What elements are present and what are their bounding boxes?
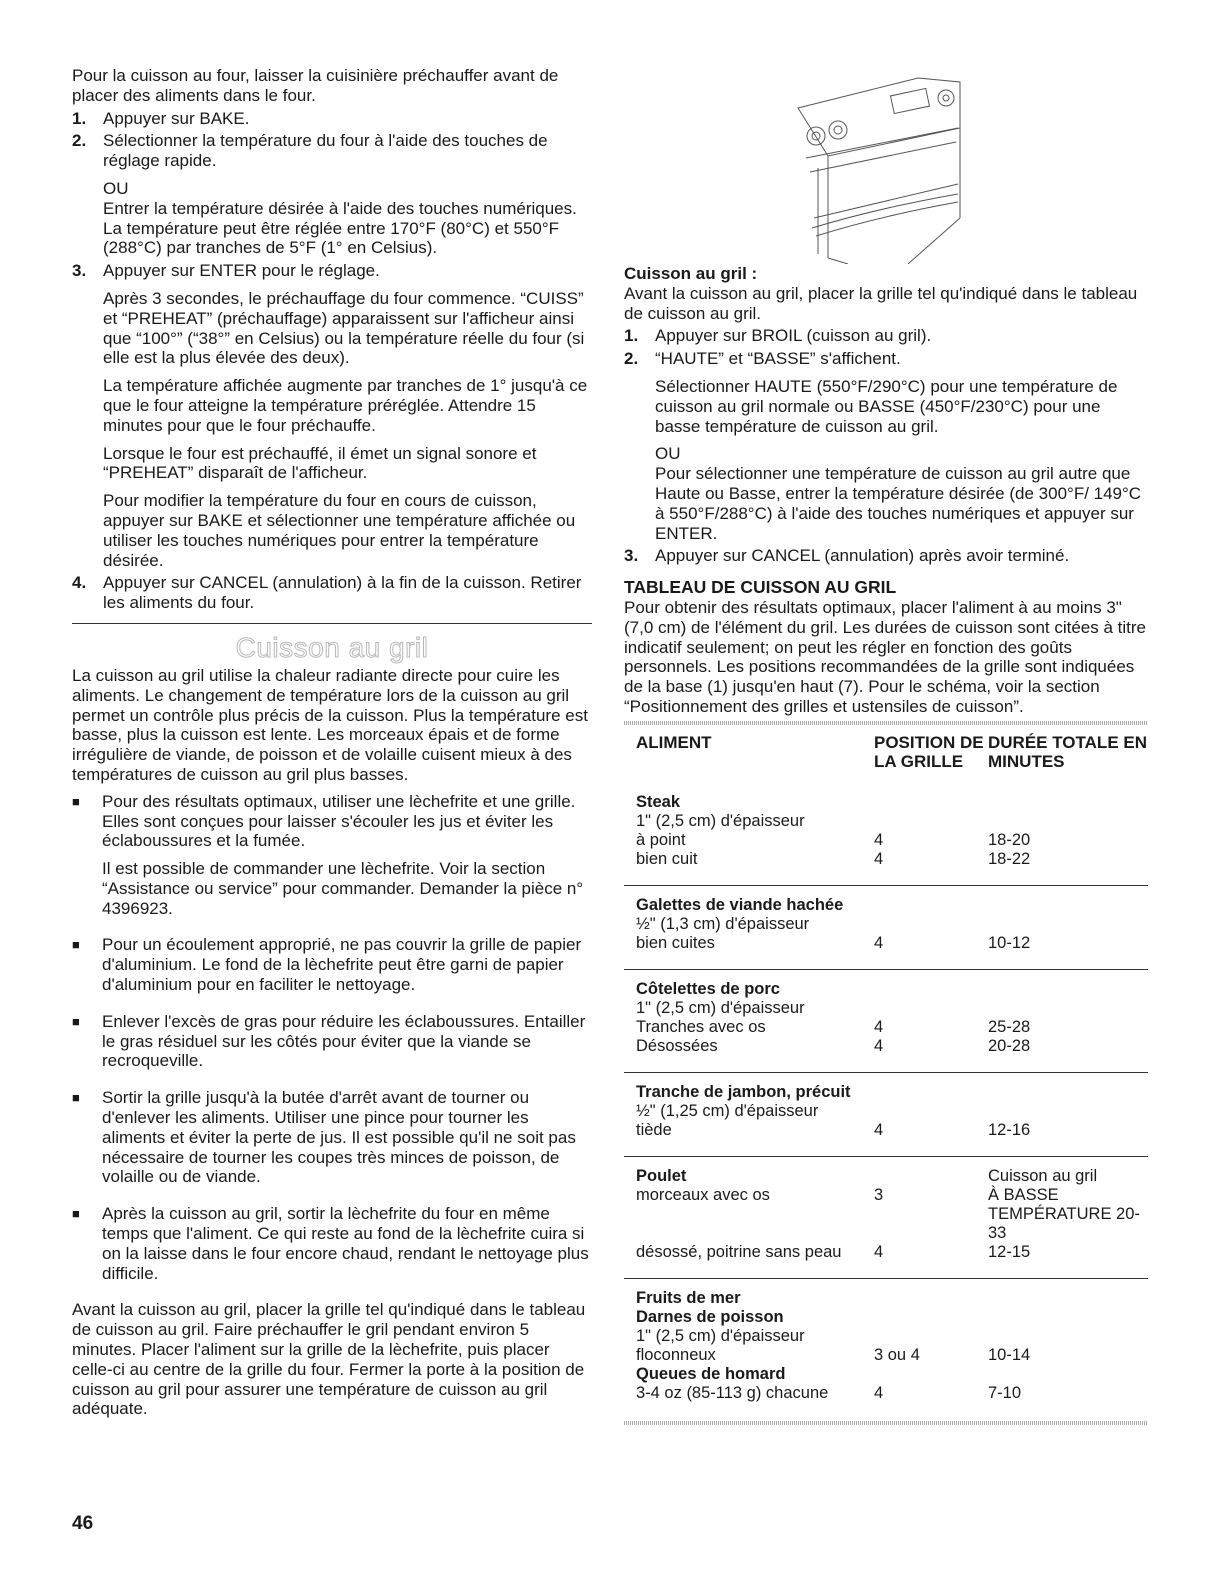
table-row — [624, 1121, 1148, 1157]
step-item — [624, 546, 1148, 566]
table-row — [624, 1278, 1148, 1308]
cook-time-cell — [988, 1072, 1148, 1102]
broil-intro: La cuisson au gril utilise la chaleur radiante directe pour cuire les aliments. Le changement de température lors de la cuisson au gril permet un contrôle plus précis de la cuisson. Plus la température est basse, plus la cuisson est lente. Les morceaux épais et de forme irrégulière de viande, de poisson et de volaille cuisent mieux à des températures de cuisson au gril plus basses. — [72, 665, 588, 784]
broil-tips-list — [72, 792, 592, 1292]
step-text — [103, 573, 592, 613]
table-row — [624, 1308, 1148, 1327]
step-paragraph: La température affichée augmente par tranches de 1° jusqu'à ce que le four atteigne la température préréglée. Attendre 15 minutes pour que le four préchauffe. — [103, 376, 588, 435]
section-divider — [72, 623, 592, 624]
table-row — [624, 812, 1148, 831]
cook-time-cell: 18-20 — [988, 830, 1031, 849]
table-row — [624, 1156, 1148, 1186]
food-cell: 1" (2,5 cm) d'épaisseur — [636, 811, 805, 830]
rack-position-cell — [874, 1156, 988, 1186]
tip-paragraph: Il est possible de commander une lèchefrite. Voir la section “Assistance ou service” pour commander. Demander la pièce n° 4396923. — [102, 859, 584, 918]
cook-time-cell — [988, 999, 1148, 1018]
col-header-food: ALIMENT — [636, 732, 712, 752]
left-column — [72, 66, 592, 1419]
rack-position-cell — [874, 1365, 988, 1384]
step-paragraph: Après 3 secondes, le préchauffage du four commence. “CUISS” et “PREHEAT” (préchauffage) apparaissent sur l'afficheur ainsi que “100°” (“38°” en Celsius) ou la température réelle du four (si elle est la plus élevée des deux). — [103, 288, 585, 368]
table-row — [624, 1384, 1148, 1421]
step-text — [655, 326, 1148, 346]
food-cell: bien cuit — [624, 850, 874, 886]
step-paragraph: Appuyer sur BROIL (cuisson au gril). — [655, 326, 932, 346]
rack-position-cell — [874, 915, 988, 934]
bullet-mark: ■ — [72, 937, 80, 953]
step-text — [655, 349, 1148, 543]
food-cell: 1" (2,5 cm) d'épaisseur — [636, 1326, 805, 1345]
step-number: 2. — [72, 131, 87, 151]
table-intro: Pour obtenir des résultats optimaux, placer l'aliment à au moins 3" (7,0 cm) de l'élément du gril. Les durées de cuisson sont citées à titre indicatif seulement; on peut les régler en fonction des goûts personnels. Les positions recommandées de la grille sont indiquées de la base (1) jusqu'en haut (7). Pour le schéma, voir la section “Positionnement des grilles et ustensiles de cuisson”. — [624, 597, 1147, 716]
tip-item — [72, 935, 592, 1002]
step-item — [72, 573, 592, 613]
table-row — [624, 850, 1148, 886]
food-cell: ½" (1,25 cm) d'épaisseur — [636, 1101, 819, 1120]
step-paragraph: Sélectionner HAUTE (550°F/290°C) pour une température de cuisson au gril normale ou BASSE (450°F/230°C) pour une basse température de cuisson au gril. — [655, 376, 1118, 436]
rack-position-cell — [874, 783, 988, 812]
step-item — [624, 326, 1148, 346]
cook-time-cell — [988, 1327, 1148, 1346]
food-cell: bien cuites — [624, 934, 874, 970]
cook-time-cell — [988, 969, 1148, 999]
cook-time-cell — [988, 1365, 1148, 1384]
rack-position-cell — [874, 999, 988, 1018]
bullet-mark: ■ — [72, 1206, 80, 1222]
table-row — [624, 1037, 1148, 1073]
bake-intro: Pour la cuisson au four, laisser la cuisinière préchauffer avant de placer des aliments dans le four. — [72, 66, 559, 105]
cook-time-cell: 7-10 — [988, 1383, 1022, 1402]
bullet-mark: ■ — [72, 1090, 80, 1106]
step-number: 3. — [624, 546, 639, 566]
food-cell: Queues de homard — [636, 1364, 786, 1383]
rack-position-cell: 4 — [874, 1121, 988, 1157]
tip-item — [72, 1012, 592, 1079]
table-row — [624, 1243, 1148, 1279]
col-header-total-time: DURÉE TOTALE EN MINUTES — [988, 732, 1147, 771]
cook-time-cell: 12-16 — [988, 1121, 1148, 1157]
step-paragraph: “HAUTE” et “BASSE” s'affichent. — [655, 349, 901, 369]
table-row — [624, 1018, 1148, 1037]
food-cell: ½" (1,3 cm) d'épaisseur — [636, 914, 810, 933]
tip-paragraph: Après la cuisson au gril, sortir la lèchefrite du four en même temps que l'aliment. Ce qui reste au fond de la lèchefrite cuira si on la laisse dans le four encore chaud, rendant le nettoyage plus difficile. — [102, 1204, 589, 1283]
step-number: 1. — [624, 326, 639, 346]
tip-paragraph: Pour un écoulement approprié, ne pas couvrir la grille de papier d'aluminium. Le fond de la lèchefrite peut être garni de papier d'aluminium pour en faciliter le nettoyage. — [102, 935, 582, 995]
rack-position-cell — [874, 1102, 988, 1121]
rack-position-cell: 4 — [874, 1037, 988, 1073]
food-cell: 3-4 oz (85-113 g) chacune — [636, 1383, 829, 1402]
step-paragraph: OU — [655, 444, 681, 464]
table-row — [624, 783, 1148, 812]
food-cell: Darnes de poisson — [636, 1307, 784, 1326]
rack-position-cell — [874, 1278, 988, 1308]
oven-illustration — [788, 68, 968, 264]
table-bottom-rule — [624, 1421, 1148, 1425]
step-paragraph: Appuyer sur BAKE. — [103, 108, 250, 128]
broil-heading: Cuisson au gril : — [624, 264, 758, 283]
food-cell: Tranche de jambon, précuit — [636, 1082, 851, 1101]
table-title: TABLEAU DE CUISSON AU GRIL — [624, 577, 897, 598]
bullet-mark: ■ — [72, 793, 80, 809]
food-cell: Galettes de viande hachée — [636, 895, 844, 914]
step-text — [655, 546, 1148, 566]
table-row — [624, 1327, 1148, 1346]
food-cell: à point — [636, 830, 686, 849]
rack-position-cell: 4 — [874, 850, 988, 886]
cook-time-cell: Cuisson au gril — [988, 1166, 1098, 1185]
table-row — [624, 831, 1148, 850]
step-text — [103, 261, 592, 570]
tip-text — [102, 1012, 592, 1079]
step-text — [103, 131, 592, 258]
tip-paragraph: Pour des résultats optimaux, utiliser une lèchefrite et une grille. Elles sont conçues pour laisser s'écouler les jus et éviter les éclaboussures et la fumée. — [102, 791, 576, 851]
table-row — [624, 999, 1148, 1018]
cook-time-cell: 18-22 — [988, 850, 1148, 886]
rack-position-cell: 3 ou 4 — [874, 1345, 920, 1364]
broil-chart-table — [624, 725, 1148, 1421]
tip-paragraph: Enlever l'excès de gras pour réduire les éclaboussures. Entailler le gras résiduel sur les côtés pour éviter que la viande se recroqueville. — [102, 1011, 586, 1071]
step-item — [72, 131, 592, 258]
tip-item — [72, 792, 592, 927]
col-header-rack-position: POSITION DE LA GRILLE — [874, 732, 984, 771]
step-item — [72, 109, 592, 129]
tip-text — [102, 935, 592, 1002]
table-row — [624, 934, 1148, 970]
cook-time-cell: 20-28 — [988, 1037, 1148, 1073]
rack-position-cell: 4 — [874, 934, 988, 970]
rack-position-cell: 3 — [874, 1185, 884, 1204]
table-row — [624, 1365, 1148, 1384]
right-column — [624, 264, 1148, 1425]
bullet-mark: ■ — [72, 1013, 80, 1029]
rack-position-cell: 4 — [874, 1243, 988, 1279]
food-cell: désossé, poitrine sans peau — [624, 1243, 874, 1279]
step-number: 3. — [72, 261, 87, 281]
food-cell: tiède — [624, 1121, 874, 1157]
tip-paragraph: Sortir la grille jusqu'à la butée d'arrêt avant de tourner ou d'enlever les aliments. Utiliser une pince pour tourner les aliments et éviter la perte de jus. Il est possible qu'il ne soit pas nécessaire de tourner les coupes très minces de poisson, de volaille ou de viande. — [102, 1088, 576, 1187]
food-cell: floconneux — [636, 1345, 716, 1364]
food-cell: Poulet — [636, 1166, 687, 1185]
food-cell: Tranches avec os — [636, 1017, 766, 1036]
food-cell: Côtelettes de porc — [636, 979, 780, 998]
food-cell: 1" (2,5 cm) d'épaisseur — [636, 998, 805, 1017]
rack-position-cell: 4 — [874, 830, 884, 849]
cook-time-cell: 12-15 — [988, 1243, 1148, 1279]
step-paragraph: Appuyer sur CANCEL (annulation) après avoir terminé. — [655, 546, 1070, 566]
step-paragraph: Pour sélectionner une température de cuisson au gril autre que Haute ou Basse, entrer la température désirée (de 300°F/ 149°C à 550°F/288°C) à l'aide des touches numériques et appuyer sur ENTER. — [655, 464, 1142, 543]
step-text — [103, 109, 592, 129]
food-cell: Désossées — [624, 1037, 874, 1073]
table-row — [624, 1102, 1148, 1121]
rack-position-cell: 4 — [874, 1383, 884, 1402]
tip-item — [72, 1088, 592, 1195]
step-item — [624, 349, 1148, 543]
broil-steps — [624, 326, 1148, 566]
rack-position-cell — [874, 1072, 988, 1102]
table-row — [624, 915, 1148, 934]
step-number: 4. — [72, 573, 87, 593]
step-paragraph: Sélectionner la température du four à l'aide des touches de réglage rapide. — [103, 131, 548, 171]
cook-time-cell — [988, 812, 1148, 831]
step-paragraph: Pour modifier la température du four en cours de cuisson, appuyer sur BAKE et sélectionner une température affichée ou utiliser les touches numériques pour entrer la température désirée. — [103, 491, 576, 570]
tip-text — [102, 792, 592, 927]
bake-steps — [72, 109, 592, 613]
section-title: Cuisson au gril — [235, 631, 429, 663]
step-paragraph: Appuyer sur ENTER pour le réglage. — [103, 261, 380, 281]
food-cell: Steak — [636, 792, 681, 811]
table-row — [624, 1186, 1148, 1243]
cook-time-cell: À BASSE TEMPÉRATURE 20-33 — [988, 1185, 1140, 1242]
cook-time-cell — [988, 783, 1148, 812]
cook-time-cell — [988, 1102, 1148, 1121]
broil-closing: Avant la cuisson au gril, placer la grille tel qu'indiqué dans le tableau de cuisson au gril. Faire préchauffer le gril pendant environ 5 minutes. Placer l'aliment sur la grille de la lèchefrite, puis placer celle-ci au centre de la grille du four. Fermer la porte à la position de cuisson au gril pour assurer une température de cuisson au gril adéquate. — [72, 1300, 586, 1419]
step-paragraph: OU — [103, 178, 129, 198]
table-row — [624, 1346, 1148, 1365]
table-row — [624, 885, 1148, 915]
step-item — [72, 261, 592, 570]
cook-time-cell — [988, 885, 1148, 915]
rack-position-cell — [874, 969, 988, 999]
step-paragraph: Entrer la température désirée à l'aide des touches numériques. La température peut être réglée entre 170°F (80°C) et 550°F (288°C) par tranches de 5°F (1° en Celsius). — [103, 198, 577, 258]
rack-position-cell — [874, 1327, 988, 1346]
tip-text — [102, 1088, 592, 1195]
food-cell: Fruits de mer — [636, 1288, 741, 1307]
cook-time-cell — [988, 1278, 1148, 1308]
rack-position-cell: 4 — [874, 1017, 884, 1036]
cook-time-cell — [988, 915, 1148, 934]
tip-item — [72, 1204, 592, 1291]
step-number: 1. — [72, 108, 87, 128]
tip-text — [102, 1204, 592, 1291]
step-paragraph: Appuyer sur CANCEL (annulation) à la fin de la cuisson. Retirer les aliments du four. — [103, 573, 582, 613]
page-number: 46 — [72, 1513, 94, 1534]
cook-time-cell: 25-28 — [988, 1017, 1031, 1036]
step-number: 2. — [624, 349, 639, 369]
cook-time-cell: 10-14 — [988, 1345, 1031, 1364]
table-row — [624, 1072, 1148, 1102]
broil-instructions-intro: Avant la cuisson au gril, placer la grille tel qu'indiqué dans le tableau de cuisson au gril. — [624, 283, 1138, 323]
table-header-row — [624, 725, 1148, 783]
cook-time-cell: 10-12 — [988, 934, 1148, 970]
rack-position-cell — [874, 812, 988, 831]
cook-time-cell — [988, 1308, 1148, 1327]
table-row — [624, 969, 1148, 999]
rack-position-cell — [874, 885, 988, 915]
step-paragraph: Lorsque le four est préchauffé, il émet un signal sonore et “PREHEAT” disparaît de l'afficheur. — [103, 443, 537, 483]
rack-position-cell — [874, 1308, 988, 1327]
food-cell: morceaux avec os — [636, 1185, 770, 1204]
